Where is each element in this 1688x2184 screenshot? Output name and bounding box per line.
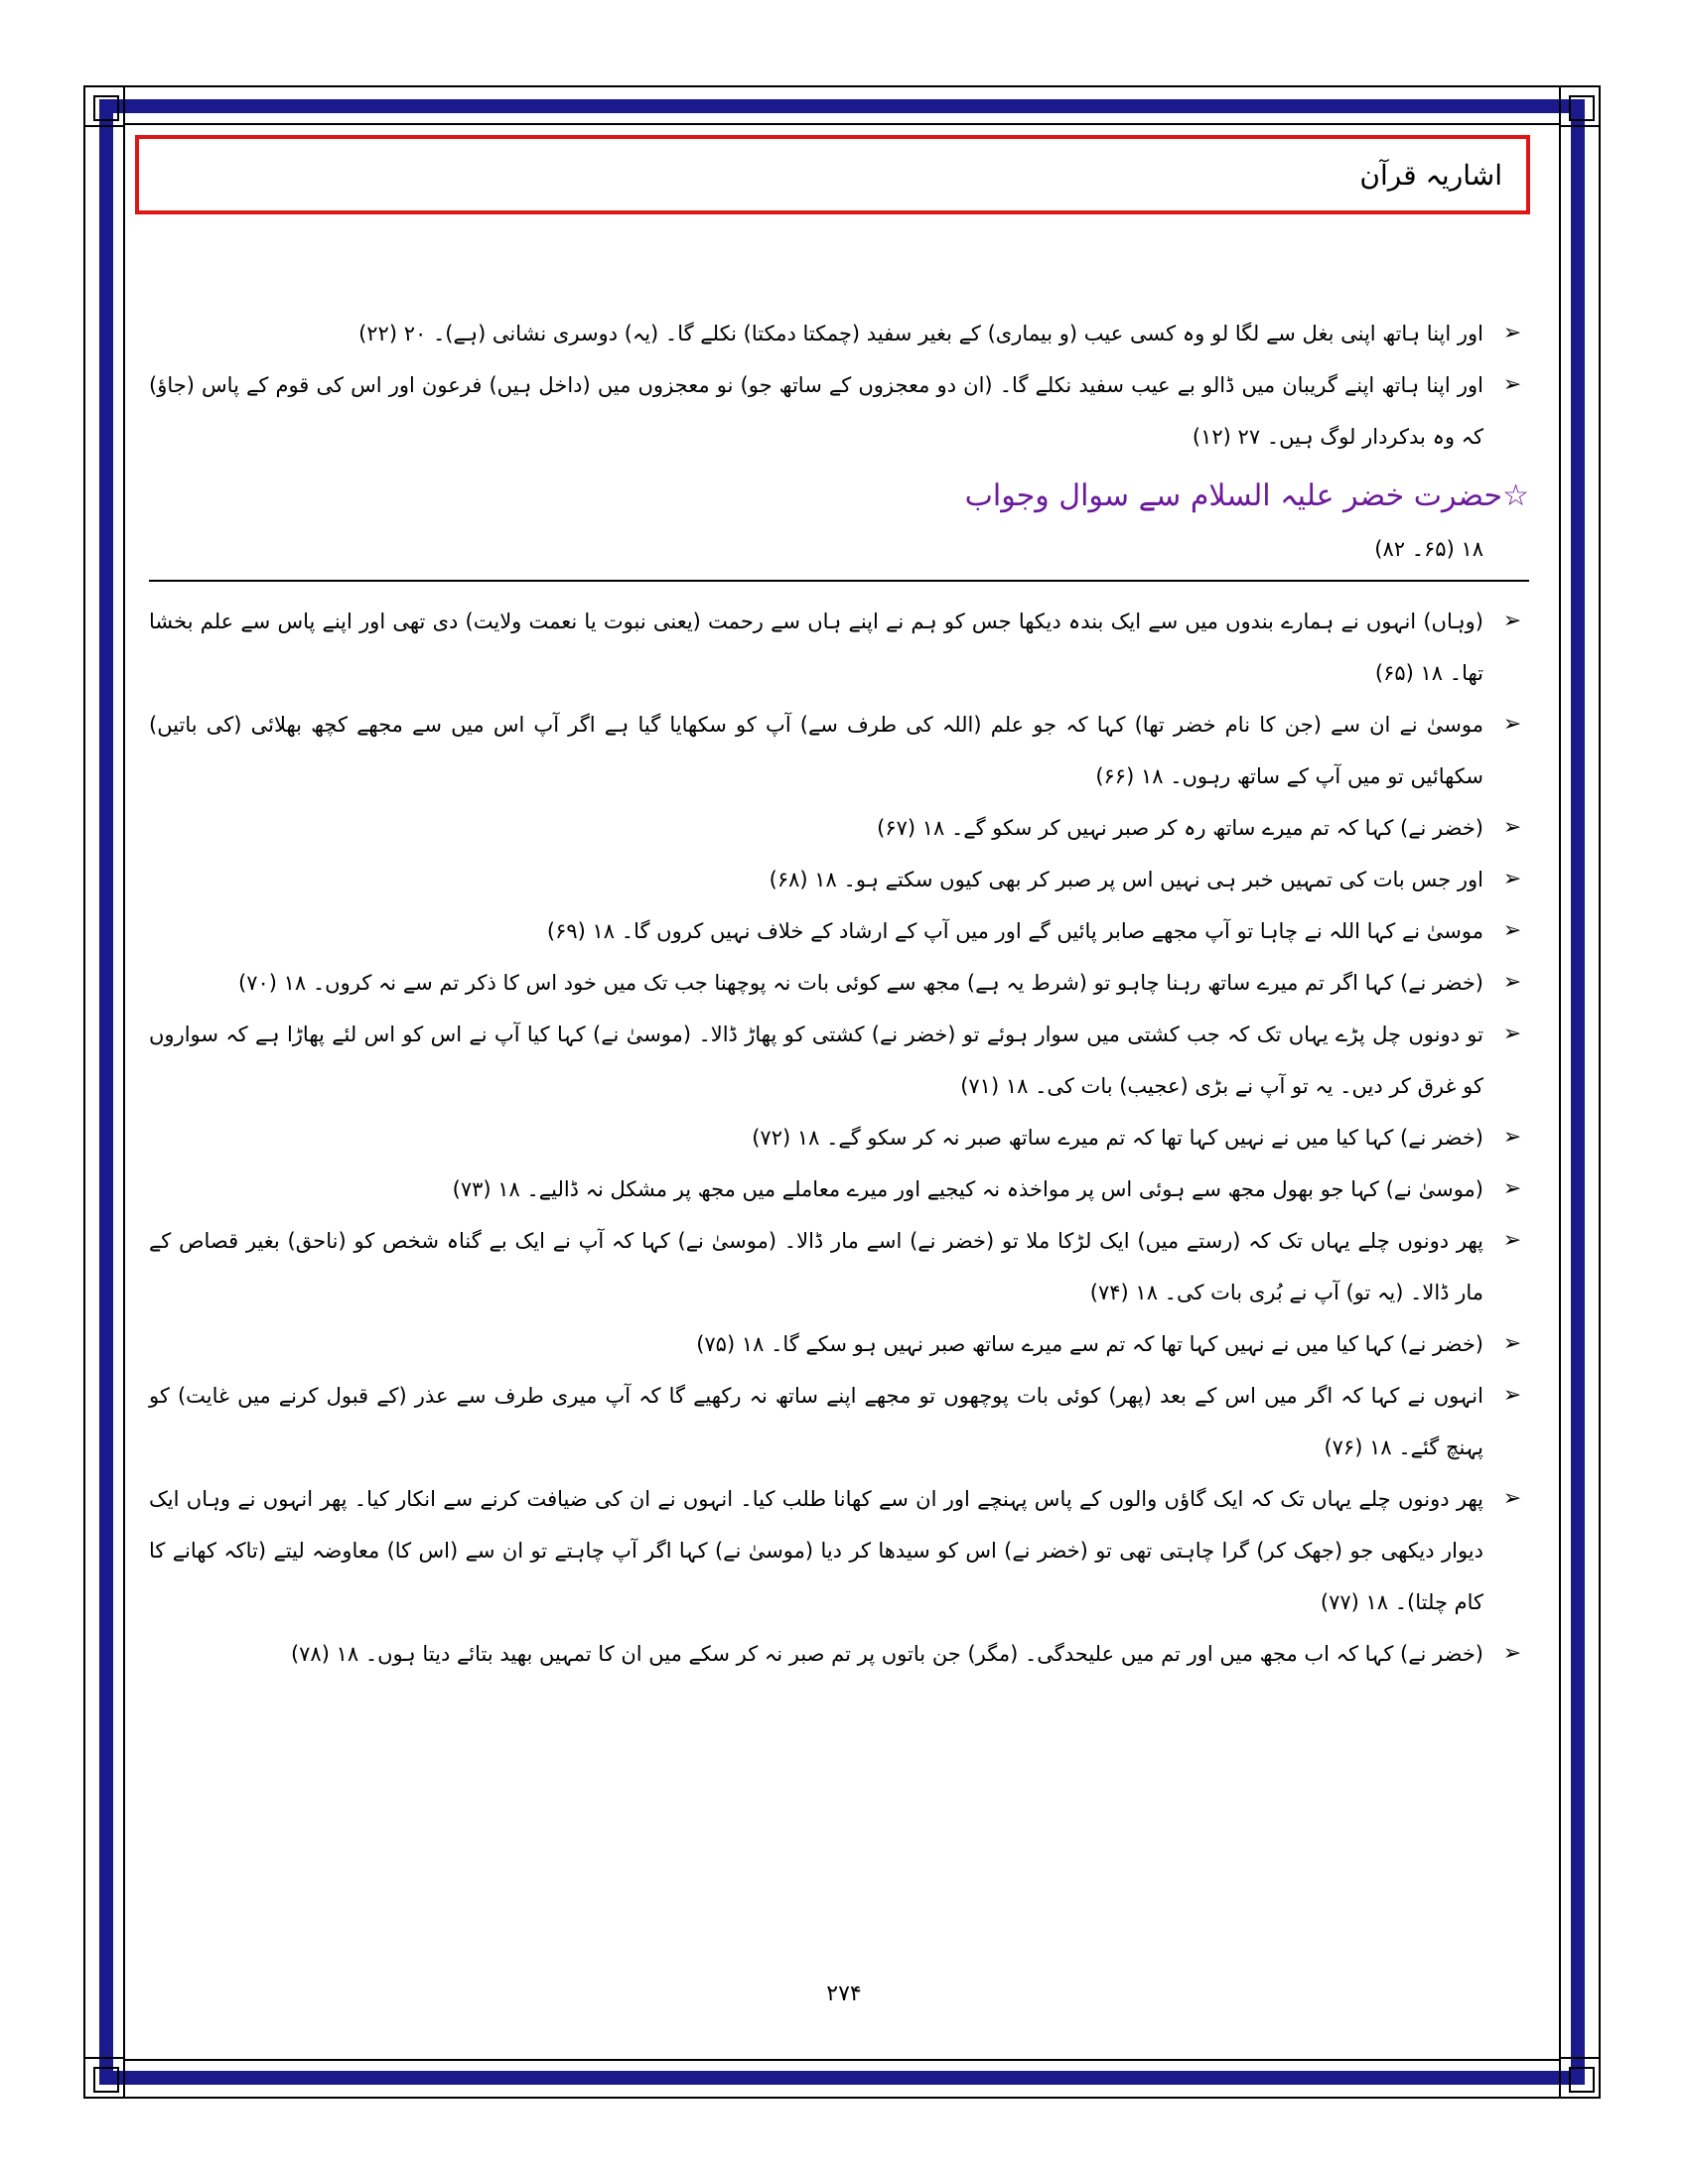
list-item-text: پھر دونوں چلے یہاں تک کہ ایک گاؤں والوں کے پاس پہنچے اور ان سے کھانا طلب کیا۔ انہوں نے ان کی ضیافت کرنے سے انکار کیا۔ پھر انہوں نے وہاں ایک دیوار دیکھی جو (جھک کر) گرا چاہتی تھی تو (خضر نے) اس کو سیدھا کر دیا (موسیٰ نے) کہا اگر آپ چاہتے تو ان سے (اس کا) معاوضہ لیتے (تاکہ کھانے کا کام چلتا)۔ ۱۸ (۷۷) (149, 1487, 1483, 1614)
page-content (149, 308, 1529, 1680)
arrow-bullet-icon: ➢ (1502, 1022, 1522, 1046)
list-item-text: (خضر نے) کہا کہ تم میرے ساتھ رہ کر صبر نہیں کر سکو گے۔ ۱۸ (۶۷) (877, 816, 1483, 840)
arrow-bullet-icon: ➢ (1502, 1228, 1522, 1253)
list-item (149, 905, 1529, 957)
list-item-text: (موسیٰ نے) کہا جو بھول مجھ سے ہوئی اس پر مواخذہ نہ کیجیے اور میرے معاملے میں مجھ پر مشکل نہ ڈالیے۔ ۱۸ (۷۳) (452, 1177, 1483, 1201)
arrow-bullet-icon: ➢ (1502, 1641, 1522, 1666)
list-item-text: (خضر نے) کہا اگر تم میرے ساتھ رہنا چاہو تو (شرط یہ ہے) مجھ سے کوئی بات نہ پوچھنا جب تک میں خود اس کا ذکر تم سے نہ کروں۔ ۱۸ (۷۰) (238, 971, 1483, 995)
section-heading-text: حضرت خضر علیہ السلام سے سوال وجواب (964, 478, 1503, 513)
list-item (149, 308, 1529, 359)
star-icon: ☆ (1502, 478, 1529, 513)
arrow-bullet-icon: ➢ (1502, 1176, 1522, 1201)
list-item-text: انہوں نے کہا کہ اگر میں اس کے بعد (پھر) کوئی بات پوچھوں تو مجھے اپنے ساتھ نہ رکھیے گا کہ آپ میری طرف سے عذر (کے قبول کرنے میں غایت) کو پہنچ گئے۔ ۱۸ (۷۶) (149, 1384, 1483, 1459)
section-reference: ۱۸ (۶۵۔ ۸۲) (1374, 537, 1483, 561)
list-item (149, 596, 1529, 699)
arrow-bullet-icon: ➢ (1502, 1383, 1522, 1408)
arrow-bullet-icon: ➢ (1502, 867, 1522, 891)
list-item-text: موسیٰ نے ان سے (جن کا نام خضر تھا) کہا کہ جو علم (اللہ کی طرف سے) آپ کو سکھایا گیا ہے اگر آپ اس میں سے مجھے کچھ بھلائی (کی باتیں) سکھائیں تو میں آپ کے ساتھ رہوں۔ ۱۸ (۶۶) (149, 713, 1483, 788)
list-item-text: پھر دونوں چلے یہاں تک کہ (رستے میں) ایک لڑکا ملا تو (خضر نے) اسے مار ڈالا۔ (موسیٰ نے) کہا کہ آپ نے ایک بے گناہ شخص کو (ناحق) بغیر قصاص کے مار ڈالا۔ (یہ تو) آپ نے بُری بات کی۔ ۱۸ (۷۴) (149, 1229, 1483, 1304)
list-item-text: تو دونوں چل پڑے یہاں تک کہ جب کشتی میں سوار ہوئے تو (خضر نے) کشتی کو پھاڑ ڈالا۔ (موسیٰ نے) کہا کیا آپ نے اس کو اس لئے پھاڑا ہے کہ سواروں کو غرق کر دیں۔ یہ تو آپ نے بڑی (عجیب) بات کی۔ ۱۸ (۷۱) (149, 1023, 1483, 1098)
list-item-text: (خضر نے) کہا کہ اب مجھ میں اور تم میں علیحدگی۔ (مگر) جن باتوں پر تم صبر نہ کر سکے میں ان کا تمہیں بھید بتائے دیتا ہوں۔ ۱۸ (۷۸) (290, 1642, 1483, 1666)
arrow-bullet-icon: ➢ (1502, 372, 1522, 397)
list-item-text: (خضر نے) کہا کیا میں نے نہیں کہا تھا کہ تم سے میرے ساتھ صبر نہیں ہو سکے گا۔ ۱۸ (۷۵) (696, 1332, 1483, 1356)
arrow-bullet-icon: ➢ (1502, 321, 1522, 345)
list-item (149, 1370, 1529, 1473)
list-item (149, 802, 1529, 854)
frame-corner-ornament (83, 2057, 125, 2099)
list-item (149, 359, 1529, 463)
list-item (149, 1163, 1529, 1215)
list-item (149, 1009, 1529, 1112)
top-item-list (149, 308, 1529, 463)
list-item (149, 1112, 1529, 1163)
item-list (149, 596, 1529, 1680)
list-item (149, 699, 1529, 802)
list-item (149, 1473, 1529, 1628)
list-item-text: موسیٰ نے کہا اللہ نے چاہا تو آپ مجھے صابر پائیں گے اور میں آپ کے ارشاد کے خلاف نہیں کروں گا۔ ۱۸ (۶۹) (546, 919, 1483, 943)
arrow-bullet-icon: ➢ (1502, 918, 1522, 943)
page-title: اشاریہ قرآن (1359, 158, 1502, 192)
frame-corner-ornament (1559, 85, 1601, 127)
arrow-bullet-icon: ➢ (1502, 970, 1522, 995)
list-item (149, 1628, 1529, 1680)
arrow-bullet-icon: ➢ (1502, 1486, 1522, 1511)
page-number: ۲۷۴ (826, 1981, 862, 2006)
list-item (149, 957, 1529, 1009)
list-item-text: اور جس بات کی تمہیں خبر ہی نہیں اس پر صبر کر بھی کیوں سکتے ہو۔ ۱۸ (۶۸) (769, 868, 1483, 891)
section-heading (149, 467, 1529, 526)
divider (149, 580, 1529, 582)
arrow-bullet-icon: ➢ (1502, 815, 1522, 840)
frame-corner-ornament (1559, 2057, 1601, 2099)
list-item (149, 854, 1529, 905)
arrow-bullet-icon: ➢ (1502, 1125, 1522, 1150)
list-item (149, 1318, 1529, 1370)
frame-corner-ornament (83, 85, 125, 127)
header-box (135, 135, 1530, 214)
arrow-bullet-icon: ➢ (1502, 609, 1522, 633)
list-item-text: اور اپنا ہاتھ اپنی بغل سے لگا لو وہ کسی عیب (و بیماری) کے بغیر سفید (چمکتا دمکتا) نکلے گا۔ (یہ) دوسری نشانی (ہے)۔ ۲۰ (۲۲) (358, 322, 1483, 345)
arrow-bullet-icon: ➢ (1502, 712, 1522, 737)
list-item-text: (خضر نے) کہا کیا میں نے نہیں کہا تھا کہ تم میرے ساتھ صبر نہ کر سکو گے۔ ۱۸ (۷۲) (752, 1126, 1483, 1150)
list-item-text: (وہاں) انہوں نے ہمارے بندوں میں سے ایک بندہ دیکھا جس کو ہم نے اپنے ہاں سے رحمت (یعنی نبوت یا نعمت ولایت) دی تھی اور اپنے پاس سے علم بخشا تھا۔ ۱۸ (۶۵) (149, 610, 1483, 685)
list-item (149, 1215, 1529, 1318)
list-item-text: اور اپنا ہاتھ اپنے گریبان میں ڈالو بے عیب سفید نکلے گا۔ (ان دو معجزوں کے ساتھ جو) نو معجزوں میں (داخل ہیں) فرعون اور اس کی قوم کے پاس (جاؤ) کہ وہ بدکردار لوگ ہیں۔ ۲۷ (۱۲) (149, 373, 1483, 449)
arrow-bullet-icon: ➢ (1502, 1331, 1522, 1356)
